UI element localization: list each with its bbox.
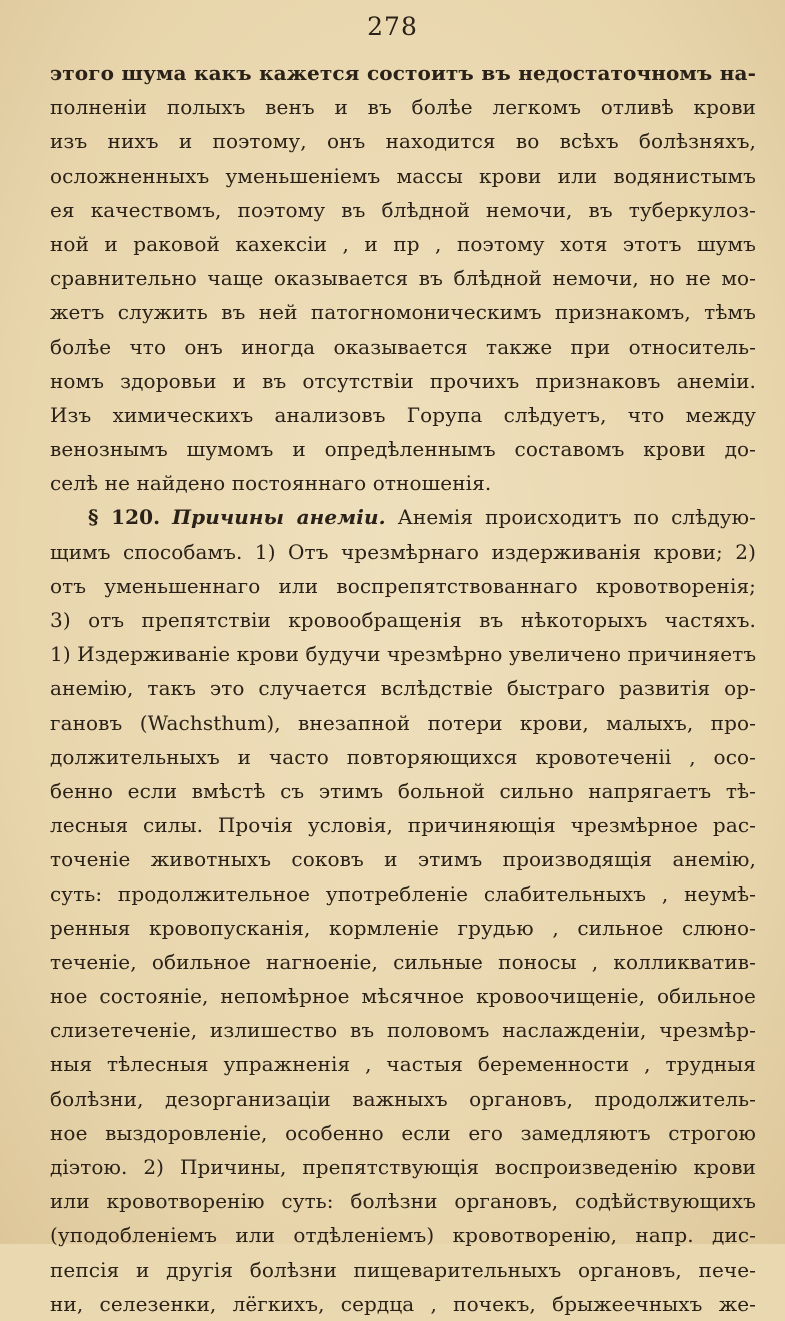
text-line: болѣзни, дезорганизаціи важныхъ органовъ, продолжитель- [50,1086,756,1111]
text-line: Изъ химическихъ анализовъ Горупа слѣдуетъ, что между [50,402,756,427]
text-line: гановъ (Wachsthum), внезапной потери крови, малыхъ, про- [50,710,756,735]
text-line: бенно если вмѣстѣ съ этимъ больной сильно напрягаетъ тѣ- [50,778,756,803]
text-line: діэтою. 2) Причины, препятствующія воспроизведенію крови [50,1155,756,1179]
section-heading-line [50,500,756,534]
text-line: лесныя силы. Прочія условія, причиняющія чрезмѣрное рас- [50,813,756,838]
body-text [50,56,756,1321]
text-line: отъ уменьшеннаго или воспрепятствованнаго кровотворенія; [50,573,756,598]
text-line: осложненныхъ уменьшеніемъ массы крови или водянистымъ [50,163,756,188]
section-number: § 120. [88,505,161,530]
text-line: анемію, такъ это случается вслѣдствіе быстраго развитія ор- [50,676,756,701]
text-line: этого шума какъ кажется состоитъ въ недостаточномъ на- [50,61,756,85]
section-first-line-text: Анемія происходитъ по слѣдую- [397,505,756,530]
text-line: ное выздоровленіе, особенно если его замедляютъ строгою [50,1120,756,1145]
text-line: 3) отъ препятствіи кровообращенія въ нѣкоторыхъ частяхъ. [50,608,756,632]
text-line: селѣ не найдено постояннаго отношенія. [50,471,492,496]
text-line: номъ здоровьи и въ отсутствіи прочихъ признаковъ анеміи. [50,368,756,393]
text-line: должительныхъ и часто повторяющихся кровотеченіі , осо- [50,744,756,769]
text-line: венознымъ шумомъ и опредѣленнымъ составомъ крови до- [50,437,756,462]
page-number: 278 [367,12,418,41]
text-line: пепсія и другія болѣзни пищеварительныхъ органовъ, пече- [50,1257,756,1282]
text-line: ни, селезенки, лёгкихъ, сердца , почекъ, брыжеечныхъ же- [50,1291,756,1316]
text-line: полненіи полыхъ венъ и въ болѣе легкомъ отливѣ крови [50,95,756,120]
text-line: ное состояніе, непомѣрное мѣсячное кровоочищеніе, обильное [50,984,756,1009]
text-line: ныя тѣлесныя упражненія , частыя беременности , трудныя [50,1052,756,1077]
text-line: суть: продолжительное употребленіе слабительныхъ , неумѣ- [50,881,756,906]
text-line: ренныя кровопусканія, кормленіе грудью , сильное слюно- [50,915,756,940]
text-line: щимъ способамъ. 1) Отъ чрезмѣрнаго издерживанія крови; 2) [50,539,756,564]
text-line: сравнительно чаще оказывается въ блѣдной немочи, но не мо- [50,266,756,291]
text-line: теченіе, обильное нагноеніе, сильные поносы , колликватив- [50,949,756,974]
section-title: Причины анеміи. [172,505,386,530]
text-line: ной и раковой кахексіи , и пр , поэтому хотя этотъ шумъ [50,231,756,256]
text-line: (уподобленіемъ или отдѣленіемъ) кровотворенію, напр. дис- [50,1223,756,1248]
text-line: или кровотворенію суть: болѣзни органовъ, содѣйствующихъ [50,1189,756,1214]
text-line: изъ нихъ и поэтому, онъ находится во всѣхъ болѣзняхъ, [50,129,756,154]
text-line: 1) Издерживаніе крови будучи чрезмѣрно увеличено причиняетъ [50,642,756,667]
text-line: точеніе животныхъ соковъ и этимъ производящія анемію, [50,847,756,872]
text-line: болѣе что онъ иногда оказывается также при относитель- [50,334,756,359]
text-line: ея качествомъ, поэтому въ блѣдной немочи, въ туберкулоз- [50,197,756,222]
text-line: жетъ служить въ ней патогномоническимъ признакомъ, тѣмъ [50,300,756,325]
text-line: слизетеченіе, излишество въ половомъ наслажденіи, чрезмѣр- [50,1018,756,1043]
